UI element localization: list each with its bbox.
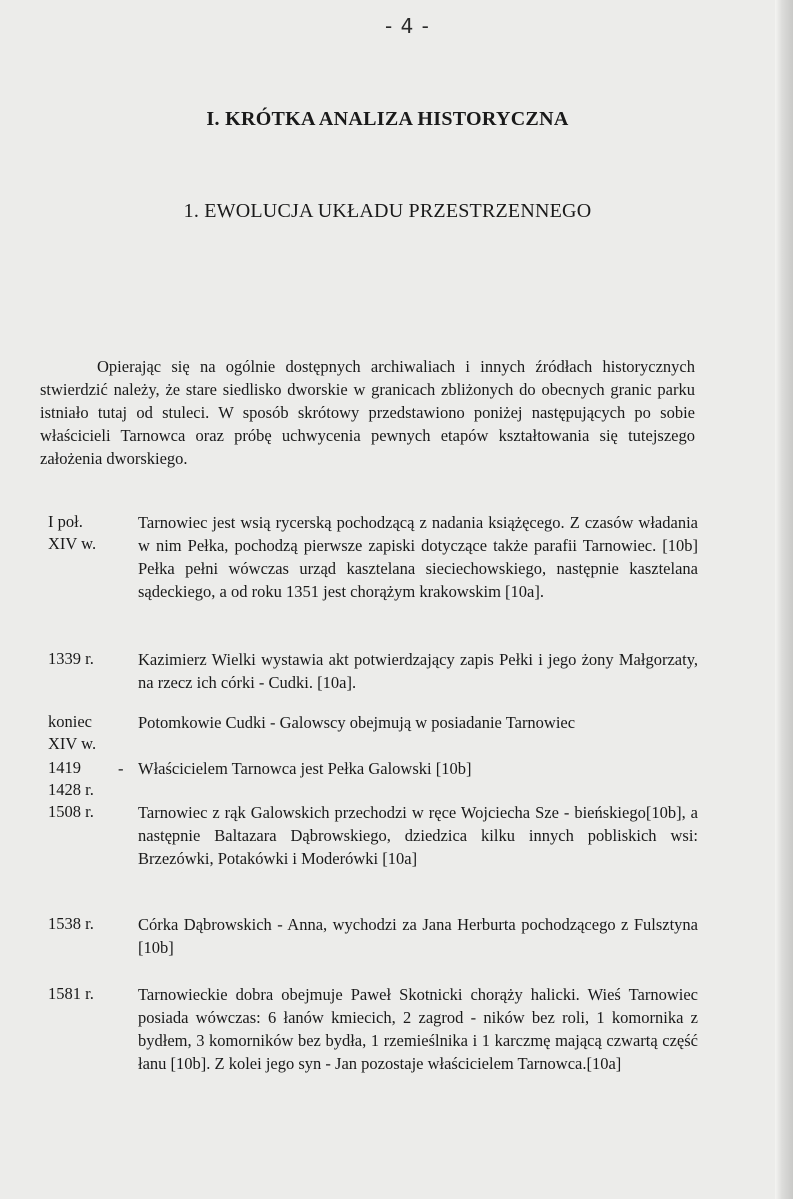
timeline-entry bbox=[48, 913, 698, 959]
entry-date: 1339 r. bbox=[48, 649, 94, 668]
entry-text: Kazimierz Wielki wystawia akt potwierdzający zapis Pełki i jego żony Małgorzaty, na rzecz ich córki - Cudki. [10a]. bbox=[138, 650, 698, 692]
entry-date: 1538 r. bbox=[48, 914, 94, 933]
page-number: - 4 - bbox=[385, 14, 430, 38]
timeline-entry bbox=[48, 711, 698, 753]
entry-dash: - bbox=[118, 759, 124, 778]
entry-text: Tarnowiec jest wsią rycerską pochodzącą z nadania książęcego. Z czasów władania w nim Pełka, pochodzą pierwsze zapiski dotyczące także parafii Tarnowiec. [10b] Pełka pełni wówczas urząd kasztelana sieciechowskiego, następnie kasztelana sądeckiego, a od roku 1351 jest chorążym krakowskim [10a]. bbox=[138, 513, 698, 601]
timeline-entry bbox=[48, 983, 698, 1075]
entry-date: koniec XIV w. bbox=[48, 712, 97, 753]
timeline-entry bbox=[48, 757, 698, 799]
intro-paragraph bbox=[40, 355, 695, 470]
section-heading: 1. EWOLUCJA UKŁADU PRZESTRZENNEGO bbox=[183, 200, 592, 222]
chapter-heading: I. KRÓTKA ANALIZA HISTORYCZNA bbox=[206, 108, 569, 130]
entry-date: 1419 1428 r. bbox=[48, 758, 94, 799]
timeline-entry bbox=[48, 648, 698, 694]
entry-date: 1581 r. bbox=[48, 984, 94, 1003]
entry-date: 1508 r. bbox=[48, 802, 94, 821]
timeline-entry bbox=[48, 511, 698, 603]
timeline-entry bbox=[48, 801, 698, 870]
entry-text: Potomkowie Cudki - Galowscy obejmują w posiadanie Tarnowiec bbox=[138, 713, 576, 732]
entry-date: I poł. XIV w. bbox=[48, 512, 97, 553]
entry-text: Tarnowiec z rąk Galowskich przechodzi w ręce Wojciecha Sze - bieńskiego[10b], a następnie Baltazara Dąbrowskiego, dziedzica kilku innych pobliskich wsi: Brzezówki, Potakówki i Moderówki [10a] bbox=[138, 803, 698, 868]
entry-text: Właścicielem Tarnowca jest Pełka Galowski [10b] bbox=[138, 759, 472, 778]
page-edge bbox=[775, 0, 793, 1199]
entry-text: Tarnowieckie dobra obejmuje Paweł Skotnicki chorąży halicki. Wieś Tarnowiec posiada wówczas: 6 łanów kmiecich, 2 zagrod - ników bez roli, 1 komornika z bydłem, 3 komorników bez bydła, 1 rzemieślnika i 1 karczmę mającą czwartą część łanu [10b]. Z kolei jego syn - Jan pozostaje właścicielem Tarnowca.[10a] bbox=[138, 985, 698, 1073]
intro-text: Opierając się na ogólnie dostępnych archiwaliach i innych źródłach historycznych stwierdzić należy, że stare siedlisko dworskie w granicach zbliżonych do obecnych granic parku istniało tutaj od stuleci. W sposób skrótowy przedstawiono poniżej następujących po sobie właścicieli Tarnowca oraz próbę uchwycenia pewnych etapów kształtowania się tutejszego założenia dworskiego. bbox=[40, 357, 695, 468]
entry-text: Córka Dąbrowskich - Anna, wychodzi za Jana Herburta pochodzącego z Fulsztyna [10b] bbox=[138, 915, 698, 957]
